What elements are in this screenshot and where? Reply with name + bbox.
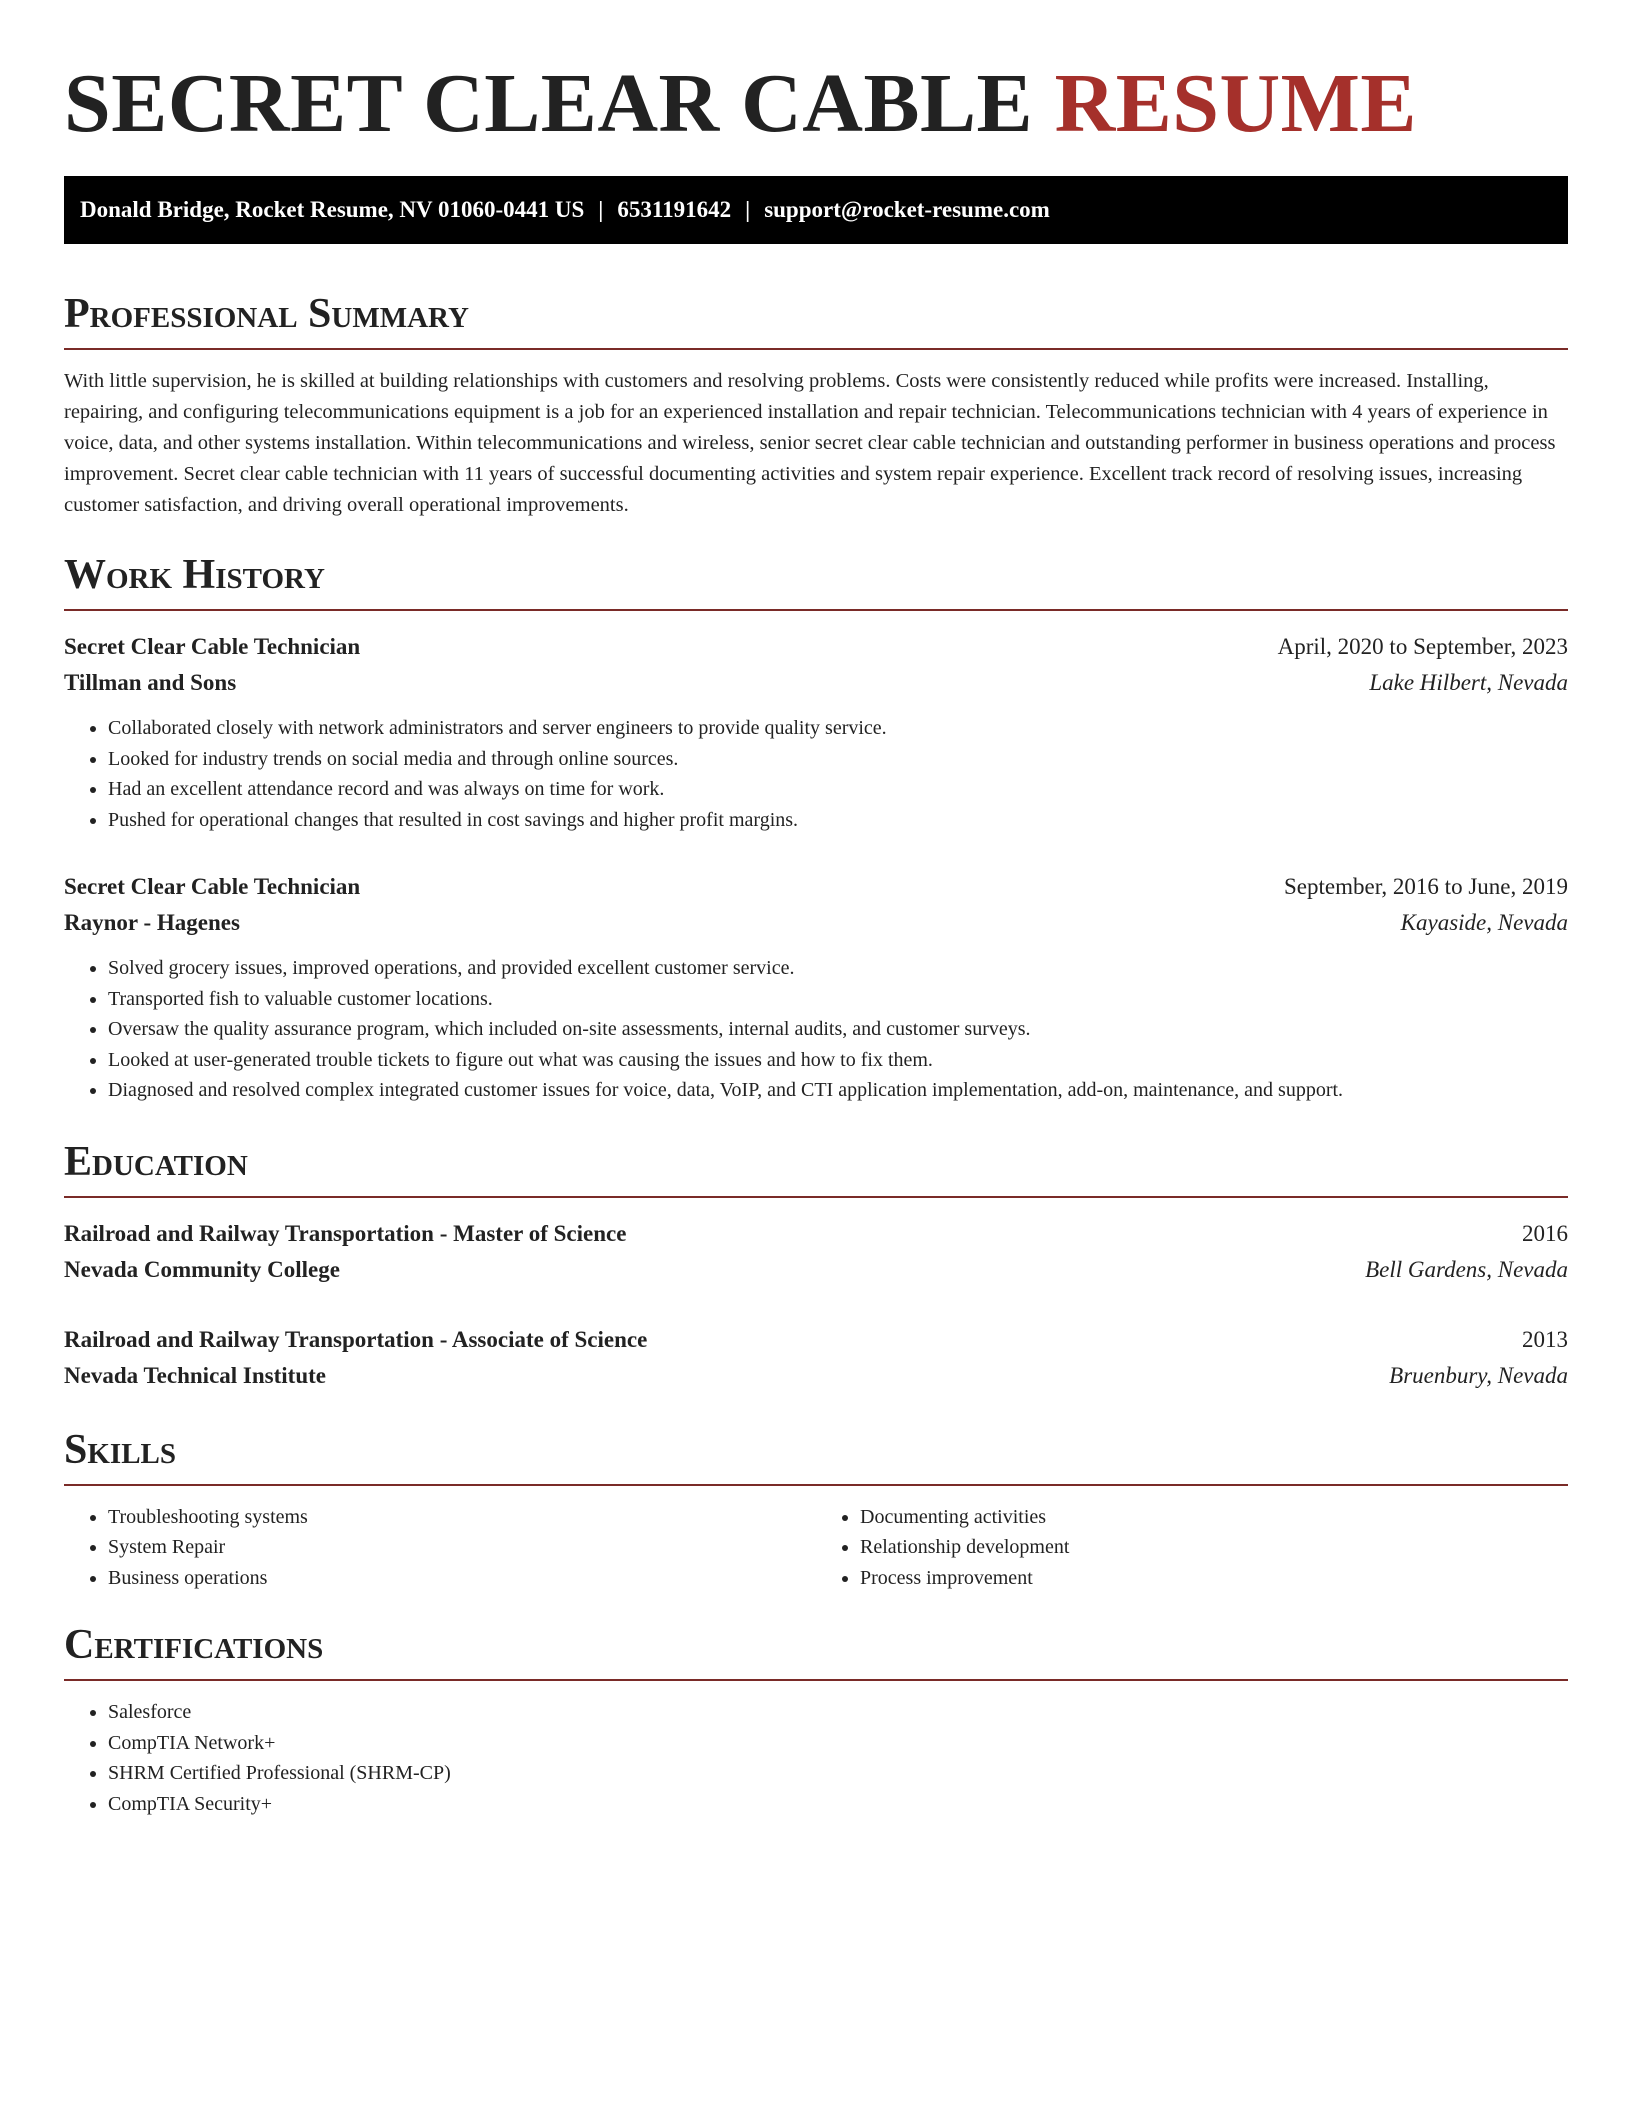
job-bullet: • Transported fish to valuable customer locations. (108, 984, 1568, 1015)
education-entry (64, 1216, 1568, 1288)
school-location: Bell Gardens, Nevada (1365, 1256, 1568, 1282)
skill-item: • Documenting activities (860, 1502, 1568, 1533)
work-history-heading: Work History (64, 549, 1568, 611)
job-bullets (64, 953, 1568, 1106)
certification-item: • Salesforce (108, 1697, 1568, 1728)
contact-phone: 6531191642 (617, 197, 732, 222)
school-row (64, 1358, 1568, 1394)
job-bullet: • Diagnosed and resolved complex integrated customer issues for voice, data, VoIP, and CTI application implementation, add-on, maintenance, and support. (108, 1075, 1568, 1106)
job-title-row (64, 629, 1568, 665)
school-name: Nevada Technical Institute (64, 1362, 326, 1388)
title-main: SECRET CLEAR CABLE (64, 57, 1034, 150)
job-dates: April, 2020 to September, 2023 (1277, 634, 1568, 659)
education-section (64, 1136, 1568, 1394)
skill-item: • Process improvement (860, 1563, 1568, 1594)
skill-item: • System Repair (108, 1532, 816, 1563)
job-entry (64, 629, 1568, 835)
degree-year: 2016 (1522, 1220, 1568, 1246)
job-bullet: • Looked at user-generated trouble tickets to figure out what was causing the issues and how to fix them. (108, 1045, 1568, 1076)
certification-item: • SHRM Certified Professional (SHRM-CP) (108, 1758, 1568, 1789)
job-bullet: • Pushed for operational changes that resulted in cost savings and higher profit margins. (108, 805, 1568, 836)
summary-heading: Professional Summary (64, 288, 1568, 350)
education-entry (64, 1322, 1568, 1394)
certifications-list (64, 1697, 1568, 1819)
job-title: Secret Clear Cable Technician (64, 634, 361, 659)
job-title-row (64, 869, 1568, 905)
degree-row (64, 1216, 1568, 1252)
job-company: Raynor - Hagenes (64, 910, 240, 935)
skill-item: • Troubleshooting systems (108, 1502, 816, 1533)
skill-item: • Relationship development (860, 1532, 1568, 1563)
skills-section (64, 1424, 1568, 1594)
contact-separator: | (745, 197, 751, 222)
job-bullets (64, 713, 1568, 835)
certification-item: • CompTIA Security+ (108, 1789, 1568, 1820)
job-title: Secret Clear Cable Technician (64, 874, 361, 899)
skill-item: • Business operations (108, 1563, 816, 1594)
degree-row (64, 1322, 1568, 1358)
school-row (64, 1252, 1568, 1288)
education-heading: Education (64, 1136, 1568, 1198)
school-name: Nevada Community College (64, 1256, 340, 1282)
job-entry (64, 869, 1568, 1106)
degree-year: 2013 (1522, 1326, 1568, 1352)
job-dates: September, 2016 to June, 2019 (1284, 874, 1568, 899)
job-bullet: • Oversaw the quality assurance program, which included on-site assessments, internal audits, and customer surveys. (108, 1014, 1568, 1045)
contact-bar (64, 176, 1568, 244)
job-bullet: • Solved grocery issues, improved operations, and provided excellent customer service. (108, 953, 1568, 984)
job-bullet: • Had an excellent attendance record and was always on time for work. (108, 774, 1568, 805)
school-location: Bruenbury, Nevada (1389, 1362, 1568, 1388)
job-bullet: • Collaborated closely with network administrators and server engineers to provide quality service. (108, 713, 1568, 744)
job-company-row (64, 905, 1568, 941)
certifications-heading: Certifications (64, 1619, 1568, 1681)
job-location: Lake Hilbert, Nevada (1369, 670, 1568, 695)
certifications-section (64, 1619, 1568, 1819)
contact-email: support@rocket-resume.com (764, 197, 1050, 222)
job-bullet: • Looked for industry trends on social media and through online sources. (108, 744, 1568, 775)
summary-section (64, 288, 1568, 521)
job-company-row (64, 665, 1568, 701)
skills-column-left (64, 1502, 816, 1594)
degree-name: Railroad and Railway Transportation - Associate of Science (64, 1326, 648, 1352)
job-location: Kayaside, Nevada (1400, 910, 1568, 935)
title-accent: RESUME (1054, 57, 1417, 150)
resume-title (64, 56, 1568, 152)
contact-address: Donald Bridge, Rocket Resume, NV 01060-0441 US (80, 197, 585, 222)
skills-grid (64, 1502, 1568, 1594)
job-company: Tillman and Sons (64, 670, 237, 695)
skills-heading: Skills (64, 1424, 1568, 1486)
certification-item: • CompTIA Network+ (108, 1728, 1568, 1759)
degree-name: Railroad and Railway Transportation - Master of Science (64, 1220, 627, 1246)
contact-separator: | (598, 197, 604, 222)
work-history-section (64, 549, 1568, 1106)
skills-column-right (816, 1502, 1568, 1594)
summary-text: With little supervision, he is skilled at building relationships with customers and resolving problems. Costs were consistently reduced while profits were increased. Installing, repairing, and configuring telecommunications equipment is a job for an experienced installation and repair technician. Telecommunications technician with 4 years of experience in voice, data, and other systems installation. Within telecommunications and wireless, senior secret clear cable technician and outstanding performer in business operations and process improvement. Secret clear cable technician with 11 years of successful documenting activities and system repair experience. Excellent track record of resolving issues, increasing customer satisfaction, and driving overall operational improvements. (64, 370, 1556, 516)
